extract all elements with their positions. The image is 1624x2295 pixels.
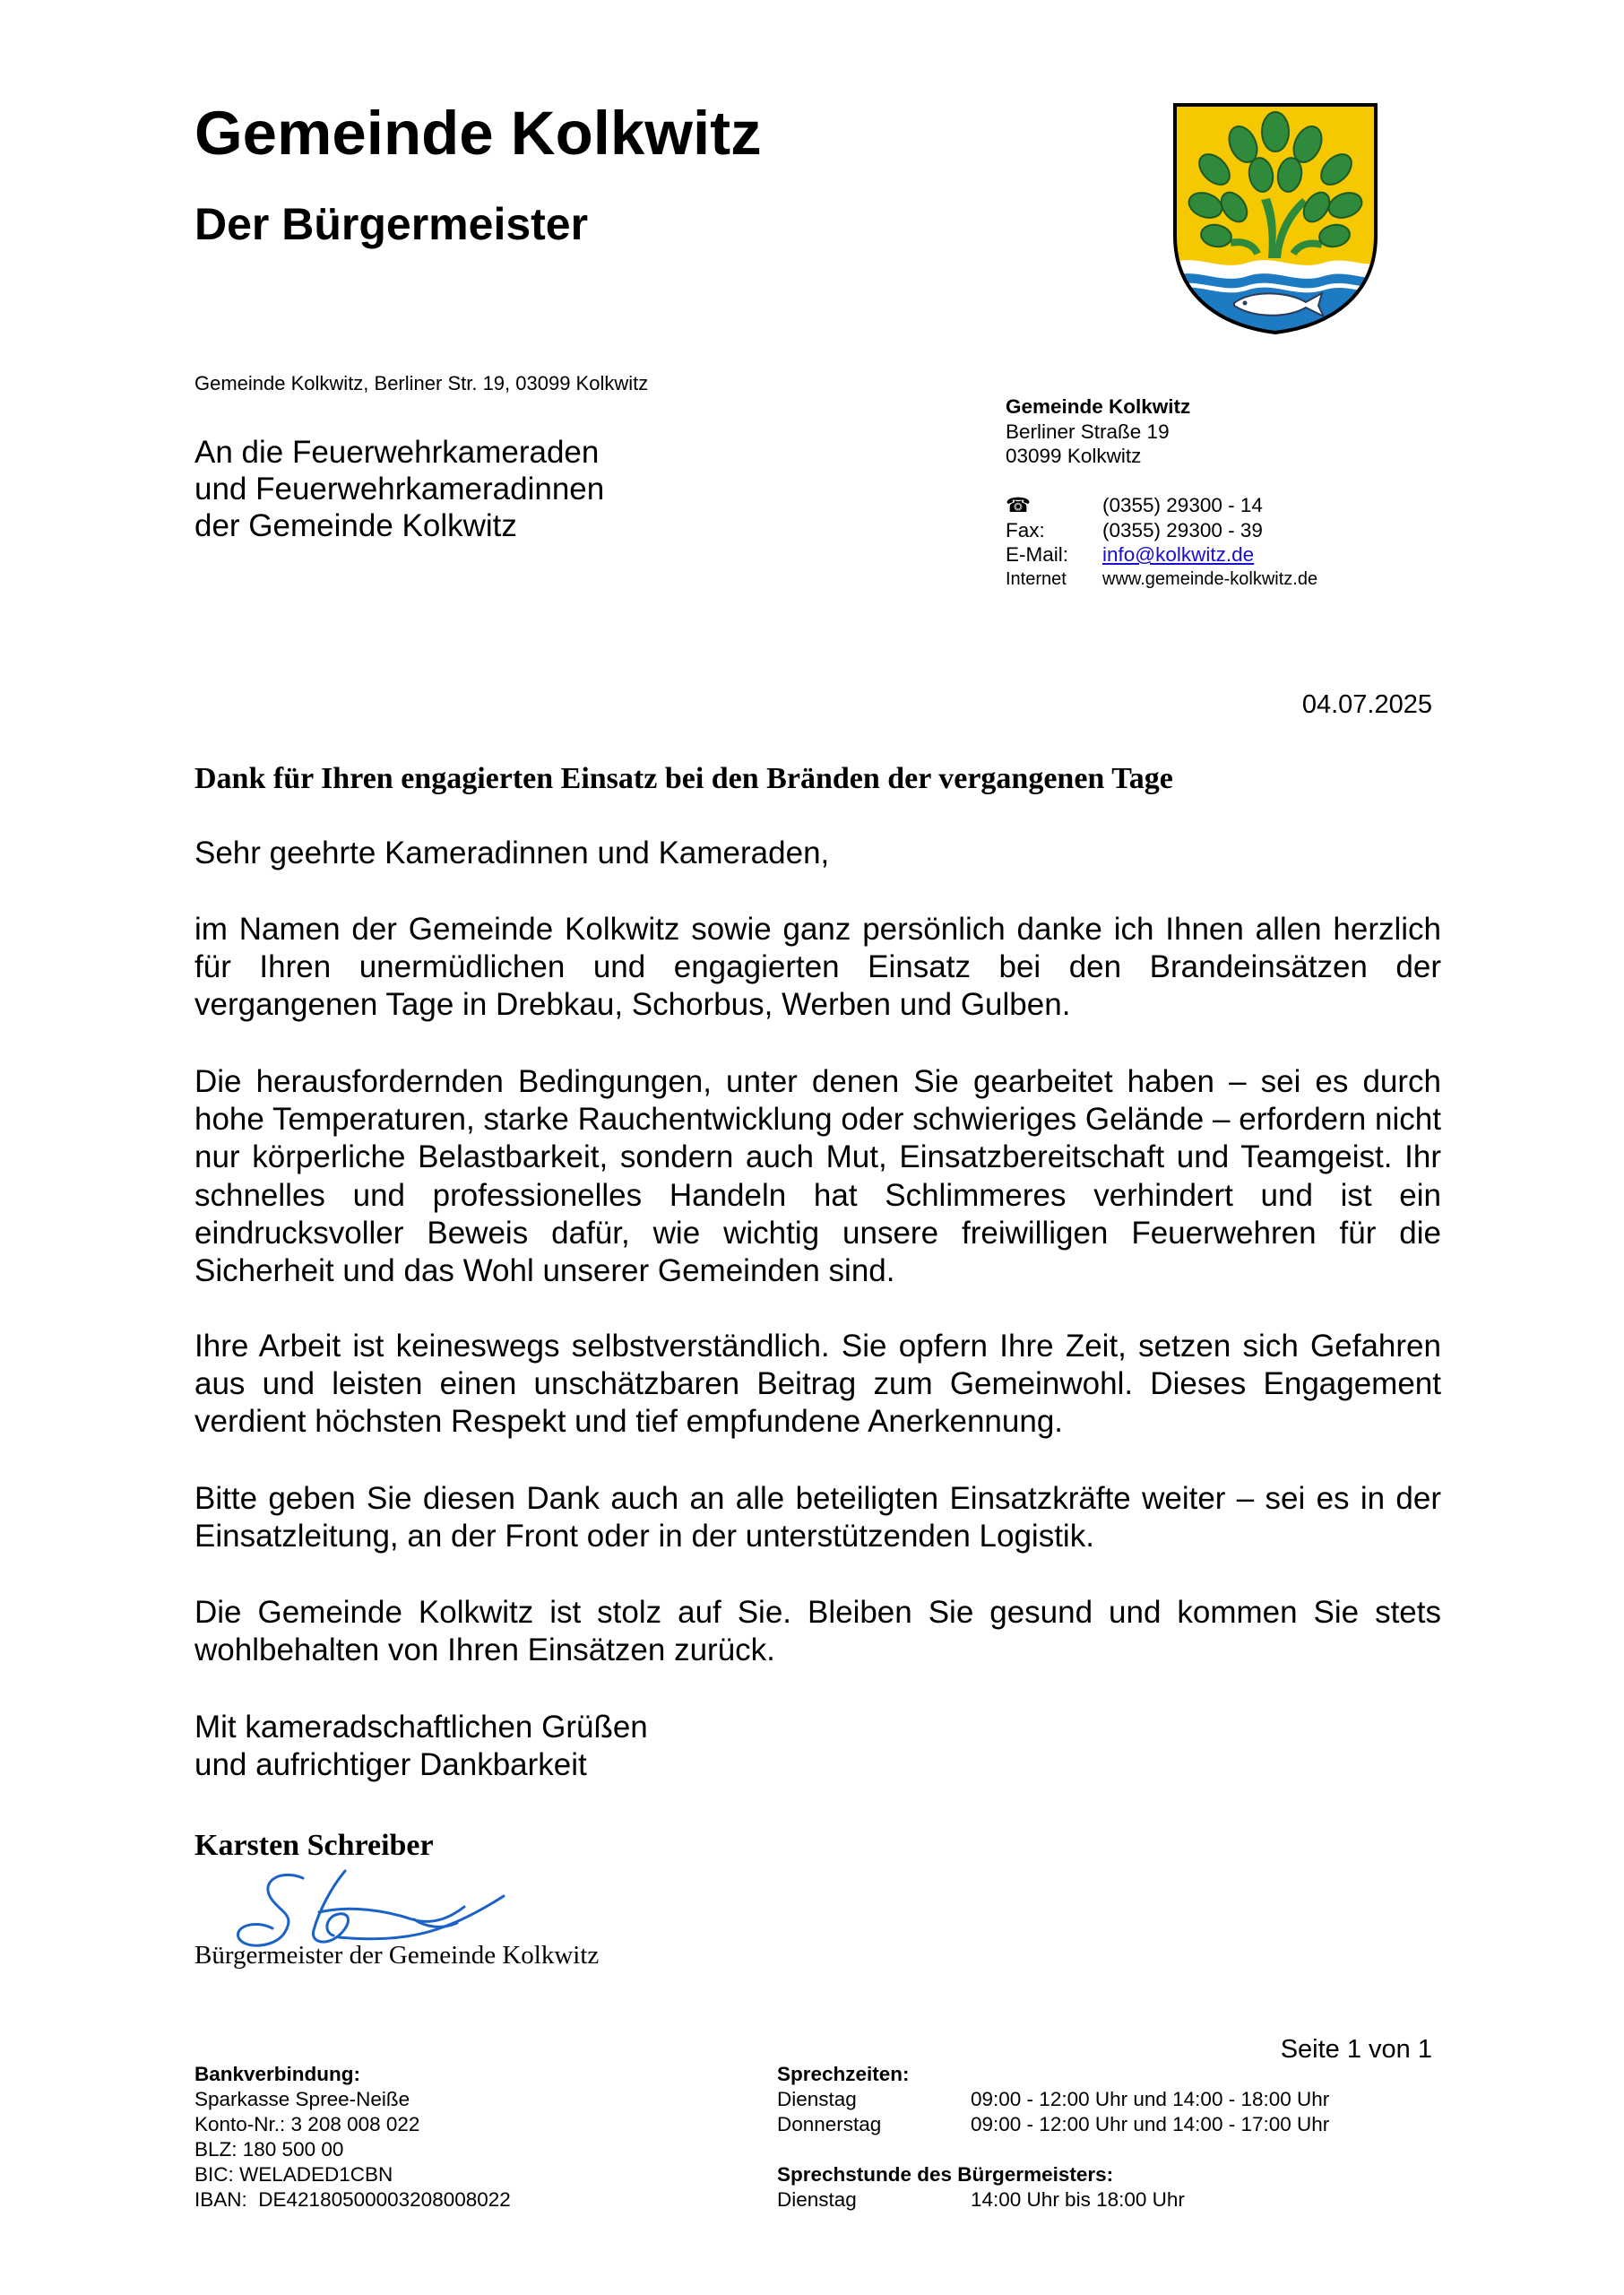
letter-date: 04.07.2025 (1301, 690, 1432, 719)
closing (194, 1709, 648, 1784)
bank-details (194, 2062, 511, 2213)
office-hours-time: 09:00 - 12:00 Uhr und 14:00 - 18:00 Uhr (971, 2088, 1330, 2110)
bank-heading: Bankverbindung: (194, 2063, 361, 2085)
bank-line: IBAN: DE42180500003208008022 (194, 2188, 511, 2211)
body-paragraph: Bitte geben Sie diesen Dank auch an alle beteiligten Einsatzkräfte weiter – sei es in der Einsatzleitung, an der Front oder in der unterstützenden Logistik. (194, 1481, 1441, 1555)
org-title: Gemeinde Kolkwitz (194, 99, 762, 168)
contact-fax: (0355) 29300 - 39 (1102, 518, 1263, 541)
body-paragraph: Ihre Arbeit ist keineswegs selbstverständlich. Sie opfern Ihre Zeit, setzen sich Gefahren aus und leisten einen unschätzbaren Beitrag zum Gemeinwohl. Dieses Engagement verdient höchsten Respekt und tief empfundene Anerkennung. (194, 1329, 1441, 1440)
sender-address-line: Gemeinde Kolkwitz, Berliner Str. 19, 03099 Kolkwitz (194, 372, 649, 394)
web-label: Internet (1006, 568, 1067, 589)
contact-phone: (0355) 29300 - 14 (1102, 494, 1263, 516)
contact-city: 03099 Kolkwitz (1006, 445, 1142, 467)
recipient-line: der Gemeinde Kolkwitz (194, 508, 517, 543)
body-paragraph: im Namen der Gemeinde Kolkwitz sowie ganz persönlich danke ich Ihnen allen herzlich für Ihren unermüdlichen und engagierten Einsatz bei den Brandeinsätzen der vergangenen Tage in Drebkau, Schorbus, Werben und Gulben. (194, 912, 1441, 1023)
recipient-address (194, 434, 604, 544)
mayor-hours-day: Dienstag (777, 2188, 857, 2211)
contact-street: Berliner Straße 19 (1006, 420, 1170, 443)
coat-of-arms-icon (1171, 101, 1379, 336)
recipient-line: und Feuerwehrkameradinnen (194, 472, 605, 507)
office-hours-time: 09:00 - 12:00 Uhr und 14:00 - 17:00 Uhr (971, 2113, 1330, 2135)
signer-name: Karsten Schreiber (194, 1829, 434, 1862)
salutation: Sehr geehrte Kameradinnen und Kameraden, (194, 836, 830, 870)
body-paragraph: Die Gemeinde Kolkwitz ist stolz auf Sie. Bleiben Sie gesund und kommen Sie stets wohlbehalten von Ihren Einsätzen zurück. (194, 1595, 1441, 1668)
org-subtitle: Der Bürgermeister (194, 199, 589, 249)
contact-name: Gemeinde Kolkwitz (1006, 395, 1191, 418)
office-hours-day: Donnerstag (777, 2113, 882, 2135)
bank-line: Konto-Nr.: 3 208 008 022 (194, 2113, 420, 2135)
bank-line: Sparkasse Spree-Neiße (194, 2088, 410, 2110)
closing-line: Mit kameradschaftlichen Grüßen (194, 1710, 648, 1745)
mayor-hours-heading: Sprechstunde des Bürgermeisters: (777, 2163, 1114, 2186)
fax-label: Fax: (1006, 518, 1045, 541)
signer-title: Bürgermeister der Gemeinde Kolkwitz (194, 1941, 600, 1970)
bank-line: BIC: WELADED1CBN (194, 2163, 393, 2186)
email-link[interactable]: info@kolkwitz.de (1102, 543, 1255, 566)
recipient-line: An die Feuerwehrkameraden (194, 435, 600, 470)
body-paragraph: Die herausfordernden Bedingungen, unter denen Sie gearbeitet haben – sei es durch hohe Temperaturen, starke Rauchentwicklung oder schwieriges Gelände – erfordern nicht nur körperliche Belastbarkeit, sondern auch Mut, Einsatzbereitschaft und Teamgeist. Ihr schnelles und professionelles Handeln hat Schlimmeres verhindert und ist ein eindrucksvoller Beweis dafür, wie wichtig unsere freiwilligen Feuerwehren für die Sicherheit und das Wohl unserer Gemeinden sind. (194, 1064, 1441, 1289)
phone-icon: ☎ (1006, 494, 1032, 516)
office-hours-day: Dienstag (777, 2088, 857, 2110)
closing-line: und aufrichtiger Dankbarkeit (194, 1747, 587, 1782)
contact-block (1006, 394, 1317, 592)
email-label: E-Mail: (1006, 543, 1069, 566)
office-hours (777, 2062, 1329, 2213)
mayor-hours-time: 14:00 Uhr bis 18:00 Uhr (971, 2188, 1185, 2211)
bank-line: BLZ: 180 500 00 (194, 2138, 344, 2161)
office-hours-heading: Sprechzeiten: (777, 2063, 910, 2085)
contact-web: www.gemeinde-kolkwitz.de (1102, 568, 1318, 589)
letter-subject: Dank für Ihren engagierten Einsatz bei den Bränden der vergangenen Tage (194, 762, 1173, 795)
page-number: Seite 1 von 1 (1280, 2035, 1432, 2064)
